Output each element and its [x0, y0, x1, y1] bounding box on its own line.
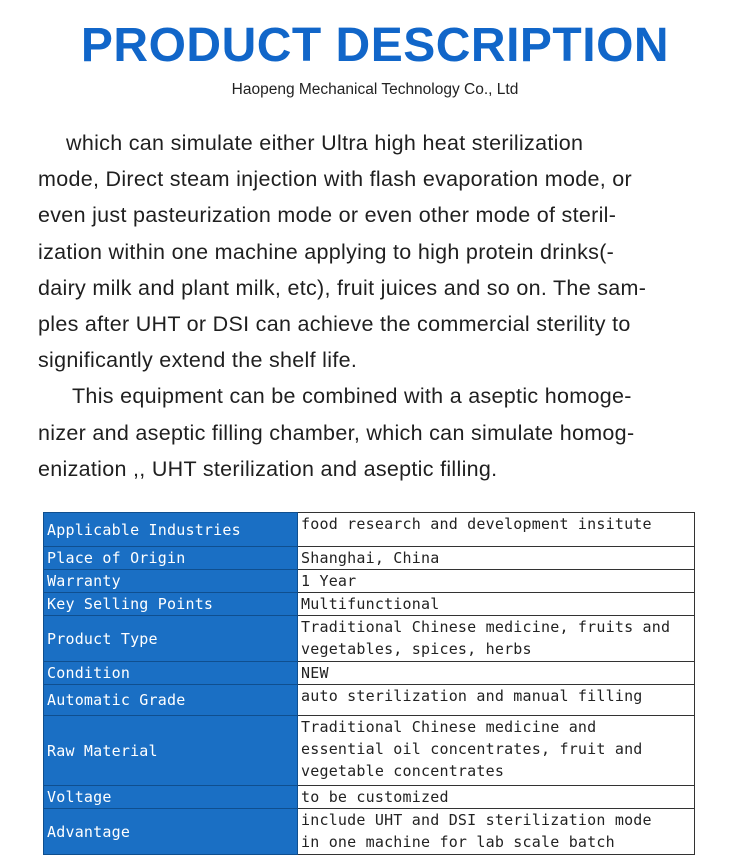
spec-value: Shanghai, China [298, 547, 695, 570]
spec-label: Key Selling Points [44, 593, 298, 616]
description-line: which can simulate either Ultra high heat sterilization [66, 131, 584, 155]
spec-row [44, 809, 695, 855]
description-line: mode, Direct steam injection with flash evaporation mode, or [38, 167, 632, 192]
spec-label: Voltage [44, 786, 298, 809]
spec-row [44, 513, 695, 547]
description-line: ization within one machine applying to high protein drinks(- [38, 239, 615, 264]
spec-row [44, 570, 695, 593]
spec-value: include UHT and DSI sterilization mode in one machine for lab scale batch [298, 809, 695, 855]
specifications-table [43, 512, 695, 855]
spec-label: Automatic Grade [44, 685, 298, 716]
spec-label: Product Type [44, 616, 298, 662]
description-line: dairy milk and plant milk, etc), fruit juices and so on. The sam- [38, 275, 647, 300]
spec-label: Applicable Industries [44, 513, 298, 547]
spec-row [44, 616, 695, 662]
spec-label: Advantage [44, 809, 298, 855]
spec-value: Traditional Chinese medicine and essential oil concentrates, fruit and vegetable concentrates [298, 716, 695, 786]
spec-row [44, 662, 695, 685]
spec-row [44, 547, 695, 570]
spec-value: NEW [298, 662, 695, 685]
description-text [38, 125, 718, 487]
spec-row [44, 685, 695, 716]
spec-label: Raw Material [44, 716, 298, 786]
spec-value: to be customized [298, 786, 695, 809]
spec-row [44, 786, 695, 809]
spec-value: food research and development insitute [298, 513, 695, 547]
spec-row [44, 716, 695, 786]
description-line: even just pasteurization mode or even other mode of steril- [38, 203, 617, 228]
spec-value: Traditional Chinese medicine, fruits and vegetables, spices, herbs [298, 616, 695, 662]
spec-value: 1 Year [298, 570, 695, 593]
description-line: enization ,, UHT sterilization and aseptic filling. [38, 456, 498, 481]
description-line: ples after UHT or DSI can achieve the commercial sterility to [38, 312, 631, 337]
description-line: nizer and aseptic filling chamber, which can simulate homog- [38, 420, 635, 445]
spec-row [44, 593, 695, 616]
spec-label: Place of Origin [44, 547, 298, 570]
spec-label: Warranty [44, 570, 298, 593]
page-title: PRODUCT DESCRIPTION [80, 19, 670, 72]
spec-value: auto sterilization and manual filling [298, 685, 695, 716]
description-line: significantly extend the shelf life. [38, 348, 358, 373]
company-name: Haopeng Mechanical Technology Co., Ltd [231, 81, 519, 98]
spec-label: Condition [44, 662, 298, 685]
description-line: This equipment can be combined with a aseptic homoge- [72, 384, 632, 409]
spec-value: Multifunctional [298, 593, 695, 616]
